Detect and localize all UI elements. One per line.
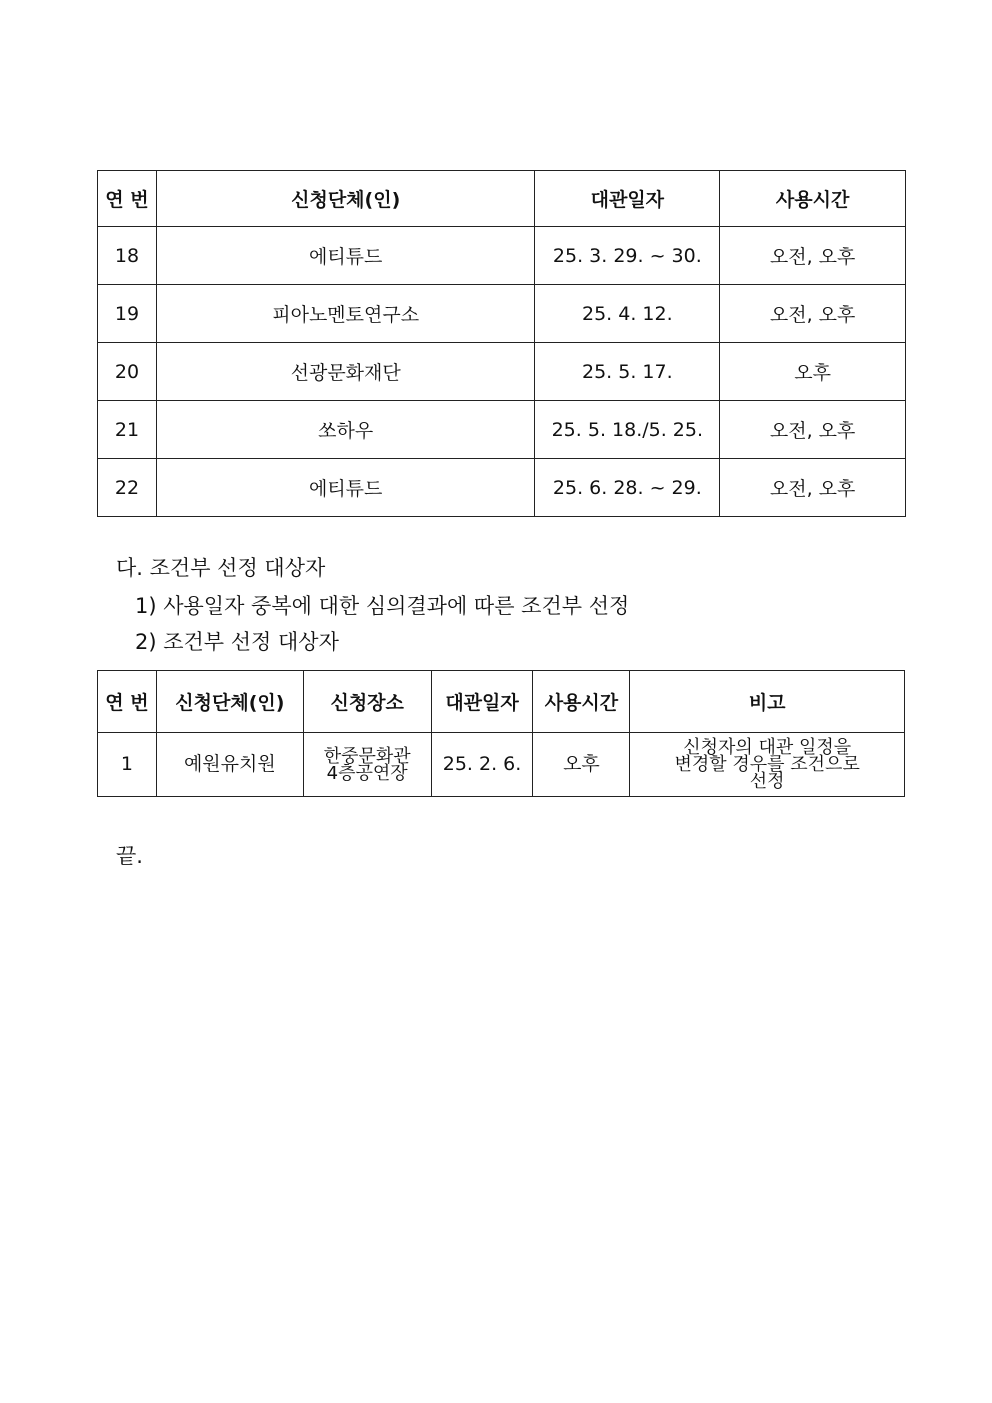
table-row bbox=[98, 401, 906, 459]
cell-rental-date: 25. 5. 17. bbox=[535, 343, 720, 401]
cell-organization: 에티튜드 bbox=[156, 459, 534, 517]
cell-usage-time: 오후 bbox=[720, 343, 906, 401]
header-venue: 신청장소 bbox=[303, 671, 431, 733]
table-row bbox=[98, 733, 905, 797]
cell-rental-date: 25. 3. 29. ~ 30. bbox=[535, 227, 720, 285]
cell-rental-date: 25. 6. 28. ~ 29. bbox=[535, 459, 720, 517]
cell-number: 1 bbox=[98, 733, 157, 797]
header-number: 연 번 bbox=[98, 671, 157, 733]
cell-usage-time: 오전, 오후 bbox=[720, 459, 906, 517]
cell-rental-date: 25. 4. 12. bbox=[535, 285, 720, 343]
table-header-row bbox=[98, 171, 906, 227]
cell-venue bbox=[303, 733, 431, 797]
header-usage-time: 사용시간 bbox=[533, 671, 630, 733]
cell-number: 20 bbox=[98, 343, 157, 401]
table-header-row bbox=[98, 671, 905, 733]
section-title: 다. 조건부 선정 대상자 bbox=[116, 556, 326, 580]
section-item-1: 1) 사용일자 중복에 대한 심의결과에 따른 조건부 선정 bbox=[135, 594, 630, 618]
table-row bbox=[98, 459, 906, 517]
cell-organization: 에티튜드 bbox=[156, 227, 534, 285]
cell-rental-date: 25. 5. 18./5. 25. bbox=[535, 401, 720, 459]
remarks-line-1: 신청자의 대관 일정을 bbox=[683, 737, 852, 758]
venue-line-2: 4층공연장 bbox=[326, 762, 408, 784]
cell-number: 21 bbox=[98, 401, 157, 459]
cell-usage-time: 오전, 오후 bbox=[720, 401, 906, 459]
cell-organization: 예원유치원 bbox=[156, 733, 303, 797]
cell-organization: 선광문화재단 bbox=[156, 343, 534, 401]
cell-organization: 쏘하우 bbox=[156, 401, 534, 459]
cell-rental-date: 25. 2. 6. bbox=[431, 733, 533, 797]
cell-number: 19 bbox=[98, 285, 157, 343]
table-row bbox=[98, 227, 906, 285]
table-row bbox=[98, 285, 906, 343]
cell-usage-time: 오후 bbox=[533, 733, 630, 797]
section-item-2: 2) 조건부 선정 대상자 bbox=[135, 630, 339, 654]
cell-number: 18 bbox=[98, 227, 157, 285]
conditional-selection-table bbox=[97, 670, 905, 797]
header-rental-date: 대관일자 bbox=[535, 171, 720, 227]
cell-usage-time: 오전, 오후 bbox=[720, 227, 906, 285]
remarks-line-2: 변경할 경우를 조건으로 bbox=[674, 754, 860, 775]
table-row bbox=[98, 343, 906, 401]
applicant-schedule-table bbox=[97, 170, 906, 517]
venue-line-1: 한중문화관 bbox=[323, 745, 411, 767]
header-organization: 신청단체(인) bbox=[156, 171, 534, 227]
end-mark: 끝. bbox=[116, 844, 143, 868]
remarks-line-3: 선정 bbox=[749, 771, 785, 792]
cell-remarks bbox=[630, 733, 905, 797]
cell-usage-time: 오전, 오후 bbox=[720, 285, 906, 343]
header-usage-time: 사용시간 bbox=[720, 171, 906, 227]
header-remarks: 비고 bbox=[630, 671, 905, 733]
header-organization: 신청단체(인) bbox=[156, 671, 303, 733]
cell-number: 22 bbox=[98, 459, 157, 517]
cell-organization: 피아노멘토연구소 bbox=[156, 285, 534, 343]
header-number: 연 번 bbox=[98, 171, 157, 227]
header-rental-date: 대관일자 bbox=[431, 671, 533, 733]
